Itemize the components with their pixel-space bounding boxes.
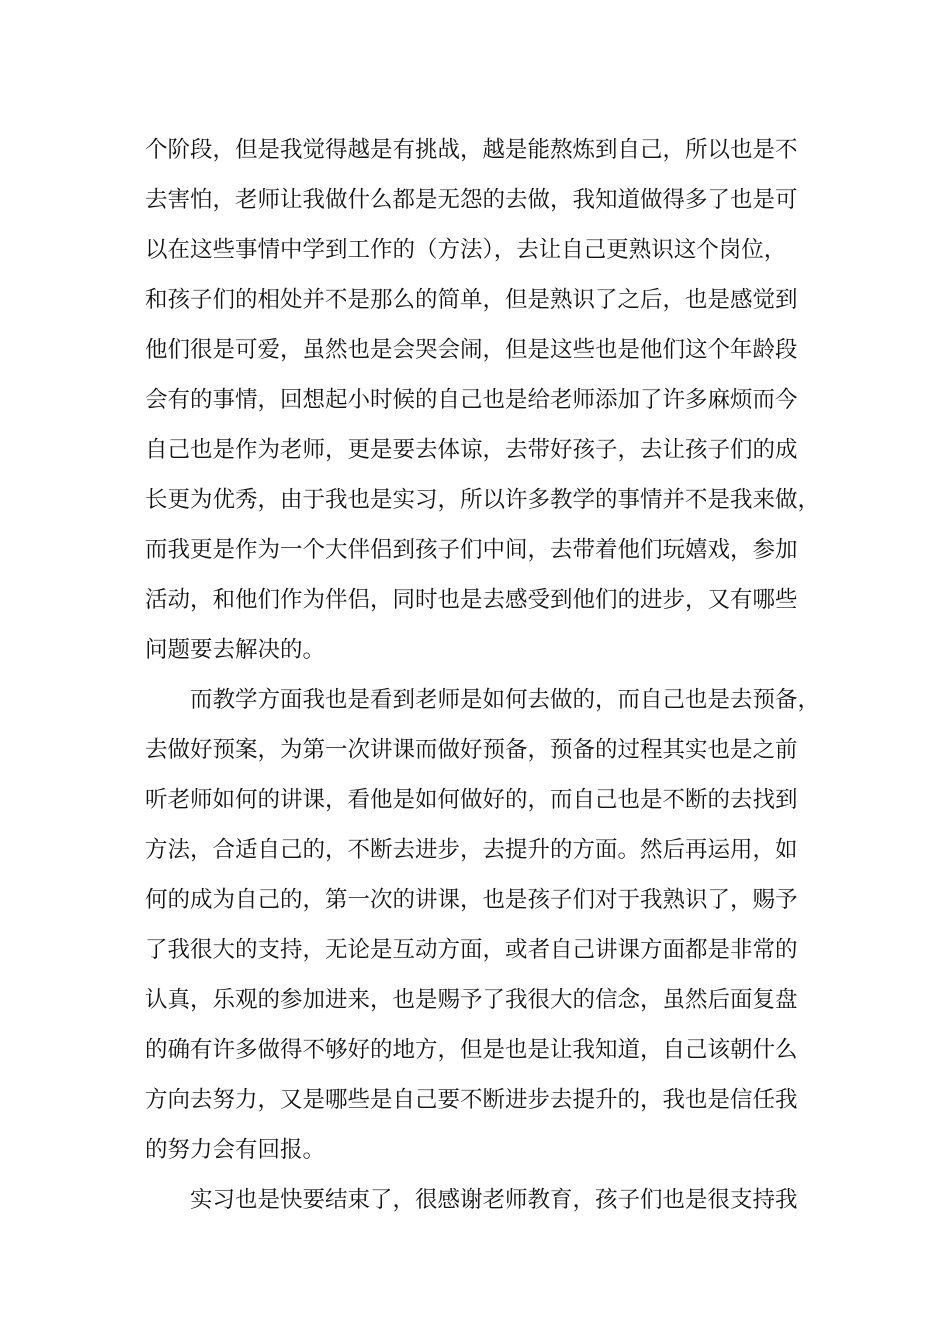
text-line: 会有的事情，回想起小时候的自己也是给老师添加了许多麻烦而今 <box>145 387 798 413</box>
text-line: 个阶段，但是我觉得越是有挑战，越是能熬炼到自己，所以也是不 <box>145 137 798 163</box>
text-line: 了我很大的支持，无论是互动方面，或者自己讲课方面都是非常的 <box>145 937 798 963</box>
text-line: 方法，合适自己的，不断去进步，去提升的方面。然后再运用，如 <box>145 837 798 863</box>
text-line: 自己也是作为老师，更是要去体谅，去带好孩子，去让孩子们的成 <box>145 437 798 463</box>
text-line: 何的成为自己的，第一次的讲课，也是孩子们对于我熟识了，赐予 <box>145 887 798 913</box>
paragraph-start-line: 而教学方面我也是看到老师是如何去做的，而自己也是去预备， <box>190 687 821 713</box>
text-line: 而我更是作为一个大伴侣到孩子们中间，去带着他们玩嬉戏，参加 <box>145 537 798 563</box>
text-line: 长更为优秀，由于我也是实习，所以许多教学的事情并不是我来做， <box>145 487 821 513</box>
text-line: 去害怕，老师让我做什么都是无怨的去做，我知道做得多了也是可 <box>145 187 798 213</box>
text-line: 的努力会有回报。 <box>145 1137 326 1163</box>
text-line: 的确有许多做得不够好的地方，但是也是让我知道，自己该朝什么 <box>145 1037 798 1063</box>
text-line: 问题要去解决的。 <box>145 637 326 663</box>
text-line: 去做好预案，为第一次讲课而做好预备，预备的过程其实也是之前 <box>145 737 798 763</box>
paragraph-start-line: 实习也是快要结束了，很感谢老师教育，孩子们也是很支持我 <box>190 1187 798 1213</box>
text-line: 他们很是可爱，虽然也是会哭会闹，但是这些也是他们这个年龄段 <box>145 337 798 363</box>
text-line: 听老师如何的讲课，看他是如何做好的，而自己也是不断的去找到 <box>145 787 798 813</box>
text-line: 认真，乐观的参加进来，也是赐予了我很大的信念，虽然后面复盘 <box>145 987 798 1013</box>
text-line: 活动，和他们作为伴侣，同时也是去感受到他们的进步，又有哪些 <box>145 587 798 613</box>
text-line: 和孩子们的相处并不是那么的简单，但是熟识了之后，也是感觉到 <box>145 287 798 313</box>
text-line: 以在这些事情中学到工作的（方法），去让自己更熟识这个岗位， <box>145 237 787 263</box>
text-line: 方向去努力，又是哪些是自己要不断进步去提升的，我也是信任我 <box>145 1087 798 1113</box>
